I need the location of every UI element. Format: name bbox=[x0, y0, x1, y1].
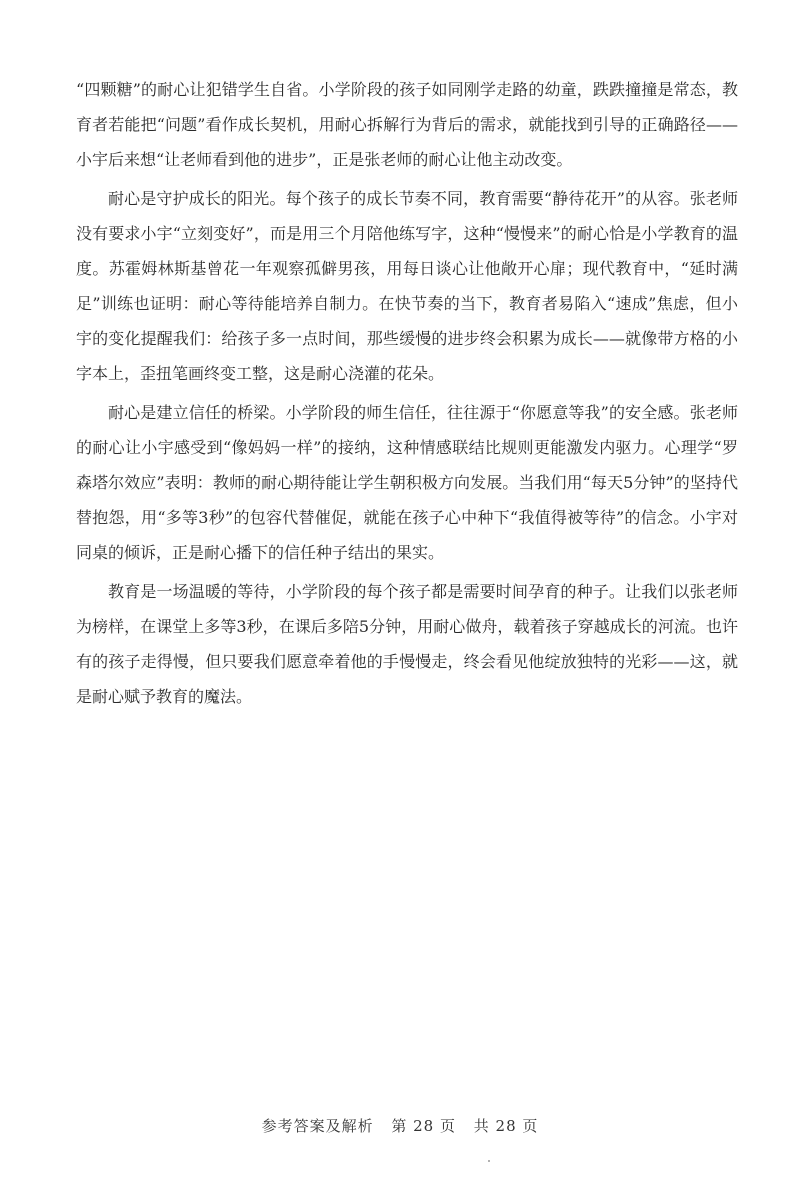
paragraph-1: “四颗糖”的耐心让犯错学生自省。小学阶段的孩子如同刚学走路的幼童，跌跌撞撞是常态，教育者若能把“问题”看作成长契机，用耐心拆解行为背后的需求，就能找到引导的正确路径——小宇后来想“让老师看到他的进步”，正是张老师的耐心让他主动改变。 bbox=[76, 80, 738, 169]
footer-total-pages: 共 28 页 bbox=[473, 1117, 539, 1135]
paragraph-2: 耐心是守护成长的阳光。每个孩子的成长节奏不同，教育需要“静待花开”的从容。张老师没有要求小宇“立刻变好”，而是用三个月陪他练写字，这种“慢慢来”的耐心恰是小学教育的温度。苏霍姆林斯基曾花一年观察孤僻男孩，用每日谈心让他敞开心扉；现代教育中，“延时满足”训练也证明：耐心等待能培养自制力。在快节奏的当下，教育者易陷入“速成”焦虑，但小宇的变化提醒我们：给孩子多一点时间，那些缓慢的进步终会积累为成长——就像带方格的小字本上，歪扭笔画终变工整，这是耐心浇灌的花朵。 bbox=[76, 189, 738, 383]
footer-page-number: 第 28 页 bbox=[391, 1117, 456, 1135]
paragraph-4: 教育是一场温暖的等待，小学阶段的每个孩子都是需要时间孕育的种子。让我们以张老师为榜样，在课堂上多等3秒，在课后多陪5分钟，用耐心做舟，载着孩子穿越成长的河流。也许有的孩子走得慢，但只要我们愿意牵着他的手慢慢走，终会看见他绽放独特的光彩——这，就是耐心赋予教育的魔法。 bbox=[76, 582, 738, 706]
essay-body bbox=[76, 72, 738, 718]
paragraph-3: 耐心是建立信任的桥梁。小学阶段的师生信任，往往源于“你愿意等我”的安全感。张老师的耐心让小宇感受到“像妈妈一样”的接纳，这种情感联结比规则更能激发内驱力。心理学“罗森塔尔效应”表明：教师的耐心期待能让学生朝积极方向发展。当我们用“每天5分钟”的坚持代替抱怨，用“多等3秒”的包容代替催促，就能在孩子心中种下“我值得被等待”的信念。小宇对同桌的倾诉，正是耐心播下的信任种子结出的果实。 bbox=[76, 403, 738, 562]
page-footer bbox=[0, 1115, 800, 1136]
footer-title: 参考答案及解析 bbox=[261, 1117, 374, 1135]
scan-speck bbox=[488, 1160, 490, 1162]
